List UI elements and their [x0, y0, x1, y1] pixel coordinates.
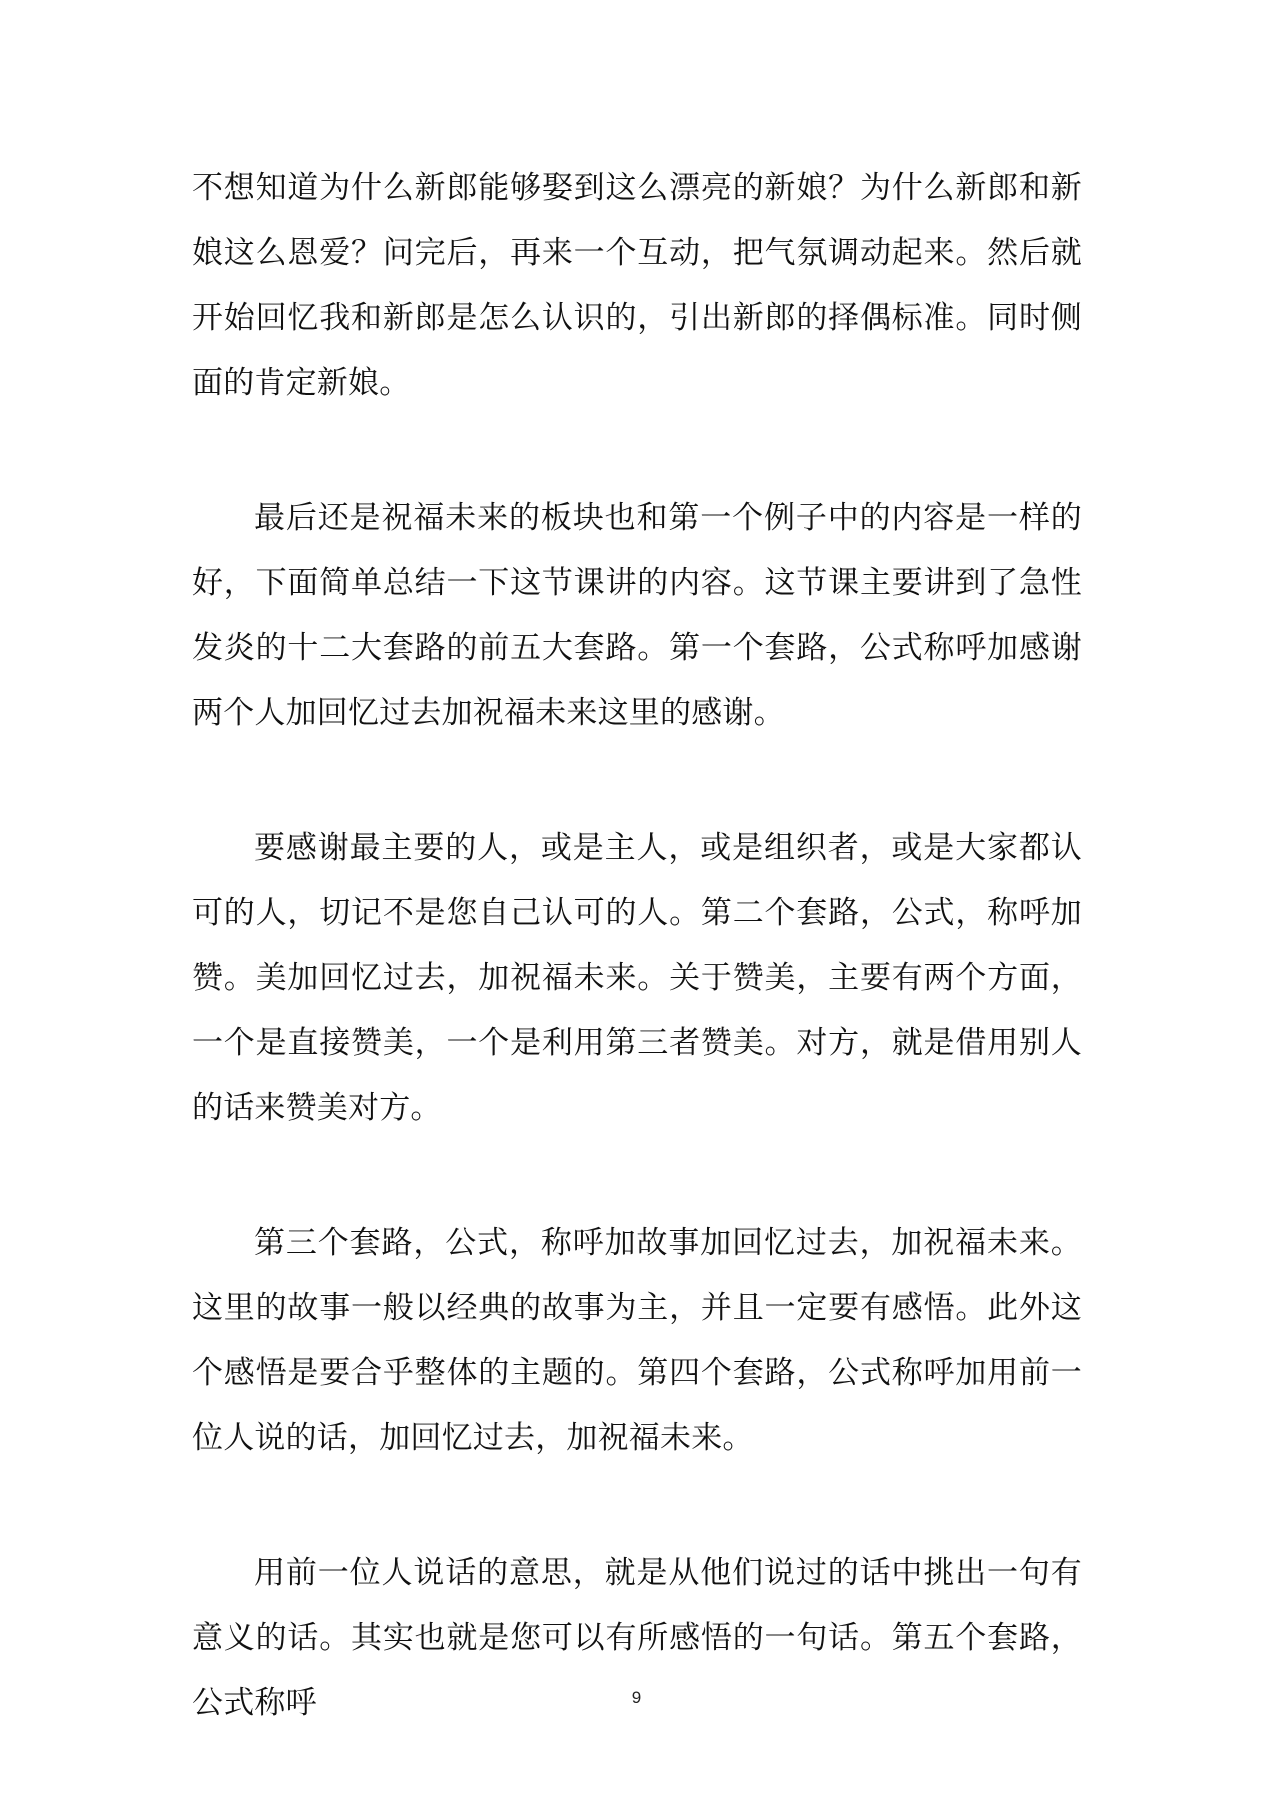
paragraph-1: 不想知道为什么新郎能够娶到这么漂亮的新娘？为什么新郎和新娘这么恩爱？问完后，再来一个互动，把气氛调动起来。然后就开始回忆我和新郎是怎么认识的，引出新郎的择偶标准。同时侧面的肯定新娘。 — [192, 170, 1082, 401]
document-body — [192, 156, 1082, 1736]
page-number: 9 — [631, 1688, 642, 1707]
paragraph-4: 第三个套路，公式，称呼加故事加回忆过去，加祝福未来。这里的故事一般以经典的故事为主，并且一定要有感悟。此外这个感悟是要合乎整体的主题的。第四个套路，公式称呼加用前一位人说的话，加回忆过去，加祝福未来。 — [192, 1225, 1082, 1456]
paragraph-2: 最后还是祝福未来的板块也和第一个例子中的内容是一样的好，下面简单总结一下这节课讲的内容。这节课主要讲到了急性发炎的十二大套路的前五大套路。第一个套路，公式称呼加感谢两个人加回忆过去加祝福未来这里的感谢。 — [192, 500, 1082, 731]
paragraph-5: 用前一位人说话的意思，就是从他们说过的话中挑出一句有意义的话。其实也就是您可以有所感悟的一句话。第五个套路，公式称呼 — [192, 1555, 1082, 1721]
paragraph-3: 要感谢最主要的人，或是主人，或是组织者，或是大家都认可的人，切记不是您自己认可的人。第二个套路，公式，称呼加赞。美加回忆过去，加祝福未来。关于赞美，主要有两个方面，一个是直接赞美，一个是利用第三者赞美。对方，就是借用别人的话来赞美对方。 — [192, 830, 1082, 1126]
